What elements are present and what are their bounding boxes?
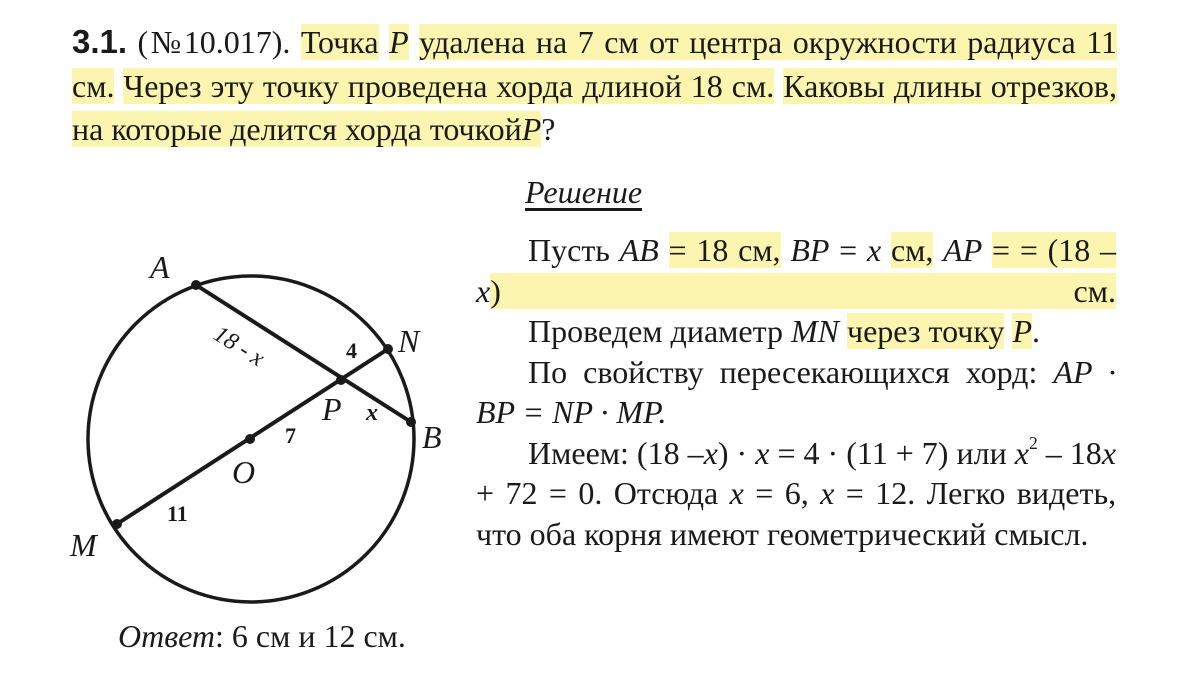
var-x-6: x [729, 475, 744, 511]
close-cm: ) см. [490, 272, 1116, 309]
var-p: P [1012, 313, 1032, 349]
var-ap: AP [943, 232, 983, 268]
exponent-2: 2 [1028, 432, 1038, 453]
quadratic-rest: + 72 = 0. Отсюда [476, 475, 719, 511]
label-a: A [150, 249, 170, 285]
solution-let: Пусть [528, 232, 610, 268]
point-o [245, 434, 255, 444]
var-bp: BP [790, 232, 830, 268]
var-x-5: x [1101, 434, 1117, 471]
problem-question-mark: ? [541, 111, 556, 147]
answer [118, 618, 406, 655]
times: ) · [717, 434, 748, 471]
point-p [336, 375, 346, 385]
answer-text: : 6 см и 12 см. [215, 618, 406, 654]
equation-rhs: = 4 · (11 + 7) или [777, 434, 1007, 471]
label-seg-np: 4 [346, 338, 357, 363]
point-b [406, 417, 416, 427]
var-ab: AB [619, 232, 659, 268]
have-text: Имеем: (18 – [528, 434, 704, 471]
label-seg-mo: 11 [167, 501, 188, 526]
through-point: через точку [846, 313, 1005, 349]
point-a [191, 280, 201, 290]
solution-line-1 [476, 230, 1116, 311]
solution-line-3 [476, 352, 1116, 433]
solution-title: Решение [525, 174, 643, 210]
solution-line-2 [476, 311, 1116, 352]
root-1: = 6, [755, 475, 809, 511]
label-b: B [422, 419, 442, 455]
answer-label: Ответ [118, 618, 215, 654]
label-seg-op: 7 [285, 423, 296, 448]
conclusion: Легко видеть, что оба корня имеют геометрический смысл. [476, 475, 1117, 552]
diameter-text: Проведем диаметр [528, 313, 783, 349]
unit-cm: см, [890, 232, 934, 268]
solution-text [476, 230, 1116, 554]
problem-text-3: Через эту точку проведена хорда длиной 18 см. [123, 67, 775, 104]
var-x: x [866, 232, 882, 268]
problem-text-2: удалена на 7 см от центра окружности радиуса 11 см. [72, 24, 1117, 104]
root-2: = 12. [845, 475, 916, 511]
var-x-7: x [820, 475, 835, 511]
label-o: O [232, 454, 256, 490]
chord-equation: AP · BP = NP · MP. [476, 353, 1117, 430]
chord-property: По свойству пересекающихся хорд: [528, 353, 1038, 390]
var-x-sq: x [1014, 434, 1029, 471]
problem-point-p-2: P [521, 111, 542, 147]
var-x-3: x [703, 434, 718, 471]
eq-ab: = 18 см, [668, 232, 781, 268]
var-x-2: x [476, 272, 491, 309]
minus-18: – 18 [1045, 434, 1102, 471]
period: . [1031, 313, 1040, 349]
point-m [112, 519, 122, 529]
problem-text-4: Каковы длины отрезков, на которые делится хорда точкой [72, 67, 1117, 147]
problem-point-p: P [389, 24, 409, 60]
var-mn: MN [790, 313, 839, 349]
problem-statement [72, 20, 1117, 152]
problem-text-1: Точка [300, 24, 379, 60]
label-n: N [398, 323, 420, 359]
eq-sign: = [839, 232, 858, 268]
problem-source: (№10.017). [137, 24, 291, 60]
label-p: P [322, 391, 342, 427]
label-seg-ap: 18 - x [208, 321, 269, 373]
label-m: M [70, 527, 97, 563]
problem-number: 3.1. [72, 23, 128, 60]
point-n [383, 344, 393, 354]
eq-ap: = = (18 – [992, 232, 1117, 268]
label-seg-pb: x [366, 400, 378, 426]
var-x-4: x [755, 434, 770, 471]
solution-line-4 [476, 433, 1116, 555]
geometry-diagram [0, 240, 470, 670]
